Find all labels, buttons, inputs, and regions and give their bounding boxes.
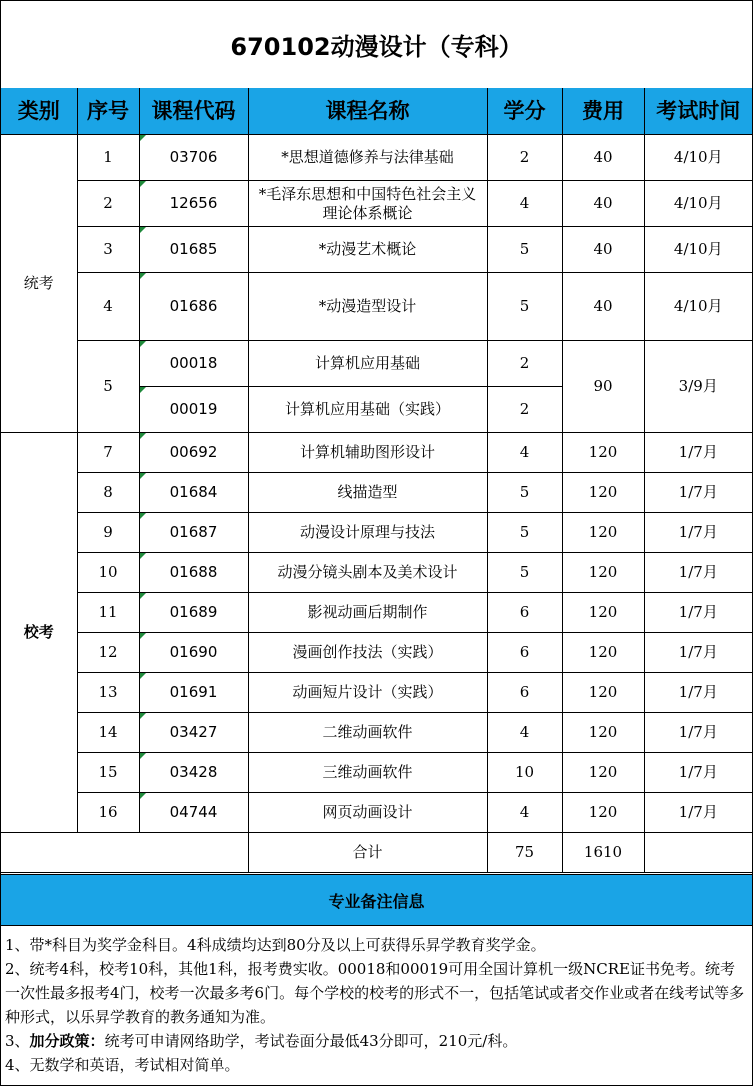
row-code: 01686	[139, 273, 248, 341]
row-course-name: 动漫设计原理与技法	[248, 513, 487, 553]
row-fee: 120	[562, 433, 644, 473]
row-course-name: 动漫分镜头剧本及美术设计	[248, 553, 487, 593]
row-fee: 120	[562, 713, 644, 753]
row-code: 01691	[139, 673, 248, 713]
row-fee: 120	[562, 593, 644, 633]
row-credit: 5	[487, 227, 562, 273]
row-fee: 120	[562, 553, 644, 593]
total-blank	[1, 833, 248, 873]
table-row	[1, 433, 752, 473]
row-code: 04744	[139, 793, 248, 833]
row-credit: 10	[487, 753, 562, 793]
row-fee: 120	[562, 753, 644, 793]
table-row	[1, 633, 752, 673]
row-course-name: 计算机应用基础（实践）	[248, 387, 487, 433]
row-course-name: 计算机应用基础	[248, 341, 487, 387]
row-exam-time: 1/7月	[644, 513, 752, 553]
table-row	[1, 513, 752, 553]
note-3	[5, 1029, 749, 1053]
row-number: 3	[77, 227, 139, 273]
row-credit: 4	[487, 433, 562, 473]
row-code: 01685	[139, 227, 248, 273]
row-credit: 2	[487, 387, 562, 433]
table-row	[1, 473, 752, 513]
page-title: 670102动漫设计（专科）	[1, 1, 752, 89]
row-course-name: 二维动画软件	[248, 713, 487, 753]
row-fee: 120	[562, 633, 644, 673]
remarks-notes	[5, 933, 749, 1077]
total-fee: 1610	[562, 833, 644, 873]
row-code: 03428	[139, 753, 248, 793]
header-exam-time: 考试时间	[644, 88, 752, 135]
row-number: 8	[77, 473, 139, 513]
table-row	[1, 673, 752, 713]
row-number: 10	[77, 553, 139, 593]
note-3-prefix: 3、	[5, 1032, 30, 1050]
row-number: 16	[77, 793, 139, 833]
row-credit: 2	[487, 135, 562, 181]
row-fee: 40	[562, 273, 644, 341]
note-2: 2、统考4科，校考10科，其他1科，报考费实收。00018和00019可用全国计算机一级NCRE证书免考。统考一次性最多报考4门，校考一次最多考6门。每个学校的校考的形式不一，包括笔试或者交作业或者在线考试等多种形式，以乐昇学教育的教务通知为准。	[5, 960, 745, 1026]
row-fee: 120	[562, 673, 644, 713]
row-fee: 120	[562, 473, 644, 513]
row-number: 14	[77, 713, 139, 753]
row-credit: 5	[487, 273, 562, 341]
row-number: 5	[77, 341, 139, 433]
row-exam-time: 4/10月	[644, 181, 752, 227]
header-credit: 学分	[487, 88, 562, 135]
row-number: 12	[77, 633, 139, 673]
row-exam-time: 1/7月	[644, 473, 752, 513]
row-course-name: 线描造型	[248, 473, 487, 513]
category-school: 校考	[1, 433, 77, 833]
table-row	[1, 273, 752, 341]
row-course-name: *思想道德修养与法律基础	[248, 135, 487, 181]
row-exam-time: 1/7月	[644, 633, 752, 673]
row-exam-time: 1/7月	[644, 713, 752, 753]
note-4: 4、无数学和英语，考试相对简单。	[5, 1056, 240, 1074]
header-name: 课程名称	[248, 88, 487, 135]
row-number: 15	[77, 753, 139, 793]
row-credit: 6	[487, 593, 562, 633]
row-credit: 6	[487, 633, 562, 673]
table-row	[1, 227, 752, 273]
row-course-name: 漫画创作技法（实践）	[248, 633, 487, 673]
table-row	[1, 135, 752, 181]
table-row	[1, 593, 752, 633]
row-course-name: 动画短片设计（实践）	[248, 673, 487, 713]
row-fee: 90	[562, 341, 644, 433]
total-credit: 75	[487, 833, 562, 873]
row-number: 1	[77, 135, 139, 181]
row-code: 00018	[139, 341, 248, 387]
table-row	[1, 341, 752, 387]
row-number: 4	[77, 273, 139, 341]
row-exam-time: 1/7月	[644, 433, 752, 473]
row-number: 9	[77, 513, 139, 553]
remarks-heading: 专业备注信息	[1, 874, 752, 926]
row-exam-time: 1/7月	[644, 793, 752, 833]
table-row	[1, 753, 752, 793]
row-exam-time: 1/7月	[644, 553, 752, 593]
row-credit: 4	[487, 713, 562, 753]
row-code: 03706	[139, 135, 248, 181]
row-fee: 40	[562, 135, 644, 181]
note-3-bold: 加分政策：	[29, 1032, 105, 1050]
note-1: 1、带*科目为奖学金科目。4科成绩均达到80分及以上可获得乐昇学教育奖学金。	[5, 936, 546, 954]
row-exam-time: 1/7月	[644, 593, 752, 633]
row-course-name: 计算机辅助图形设计	[248, 433, 487, 473]
row-code: 01689	[139, 593, 248, 633]
header-row	[1, 88, 752, 135]
row-fee: 40	[562, 181, 644, 227]
header-number: 序号	[77, 88, 139, 135]
row-code: 00692	[139, 433, 248, 473]
row-exam-time: 1/7月	[644, 673, 752, 713]
row-code: 01687	[139, 513, 248, 553]
total-row	[1, 833, 752, 873]
row-course-name: *毛泽东思想和中国特色社会主义理论体系概论	[248, 181, 487, 227]
course-table	[1, 88, 752, 873]
row-number: 13	[77, 673, 139, 713]
row-number: 11	[77, 593, 139, 633]
row-exam-time: 1/7月	[644, 753, 752, 793]
header-category: 类别	[1, 88, 77, 135]
category-unified: 统考	[1, 135, 77, 433]
row-credit: 5	[487, 473, 562, 513]
row-credit: 5	[487, 553, 562, 593]
row-code: 01690	[139, 633, 248, 673]
row-fee: 40	[562, 227, 644, 273]
row-code: 00019	[139, 387, 248, 433]
header-code: 课程代码	[139, 88, 248, 135]
header-fee: 费用	[562, 88, 644, 135]
row-credit: 6	[487, 673, 562, 713]
row-course-name: 网页动画设计	[248, 793, 487, 833]
row-fee: 120	[562, 793, 644, 833]
row-credit: 2	[487, 341, 562, 387]
row-course-name: 影视动画后期制作	[248, 593, 487, 633]
table-row	[1, 793, 752, 833]
table-row	[1, 713, 752, 753]
row-exam-time: 4/10月	[644, 227, 752, 273]
table-row	[1, 553, 752, 593]
row-credit: 4	[487, 793, 562, 833]
note-3-text: 统考可申请网络助学，考试卷面分最低43分即可，210元/科。	[104, 1032, 518, 1050]
row-code: 01684	[139, 473, 248, 513]
row-fee: 120	[562, 513, 644, 553]
row-number: 2	[77, 181, 139, 227]
row-credit: 4	[487, 181, 562, 227]
row-course-name: *动漫造型设计	[248, 273, 487, 341]
table-row	[1, 181, 752, 227]
row-number: 7	[77, 433, 139, 473]
row-credit: 5	[487, 513, 562, 553]
row-code: 01688	[139, 553, 248, 593]
row-course-name: *动漫艺术概论	[248, 227, 487, 273]
row-course-name: 三维动画软件	[248, 753, 487, 793]
row-code: 12656	[139, 181, 248, 227]
row-exam-time: 3/9月	[644, 341, 752, 433]
row-code: 03427	[139, 713, 248, 753]
row-exam-time: 4/10月	[644, 135, 752, 181]
total-label: 合计	[248, 833, 487, 873]
total-blank-end	[644, 833, 752, 873]
row-exam-time: 4/10月	[644, 273, 752, 341]
